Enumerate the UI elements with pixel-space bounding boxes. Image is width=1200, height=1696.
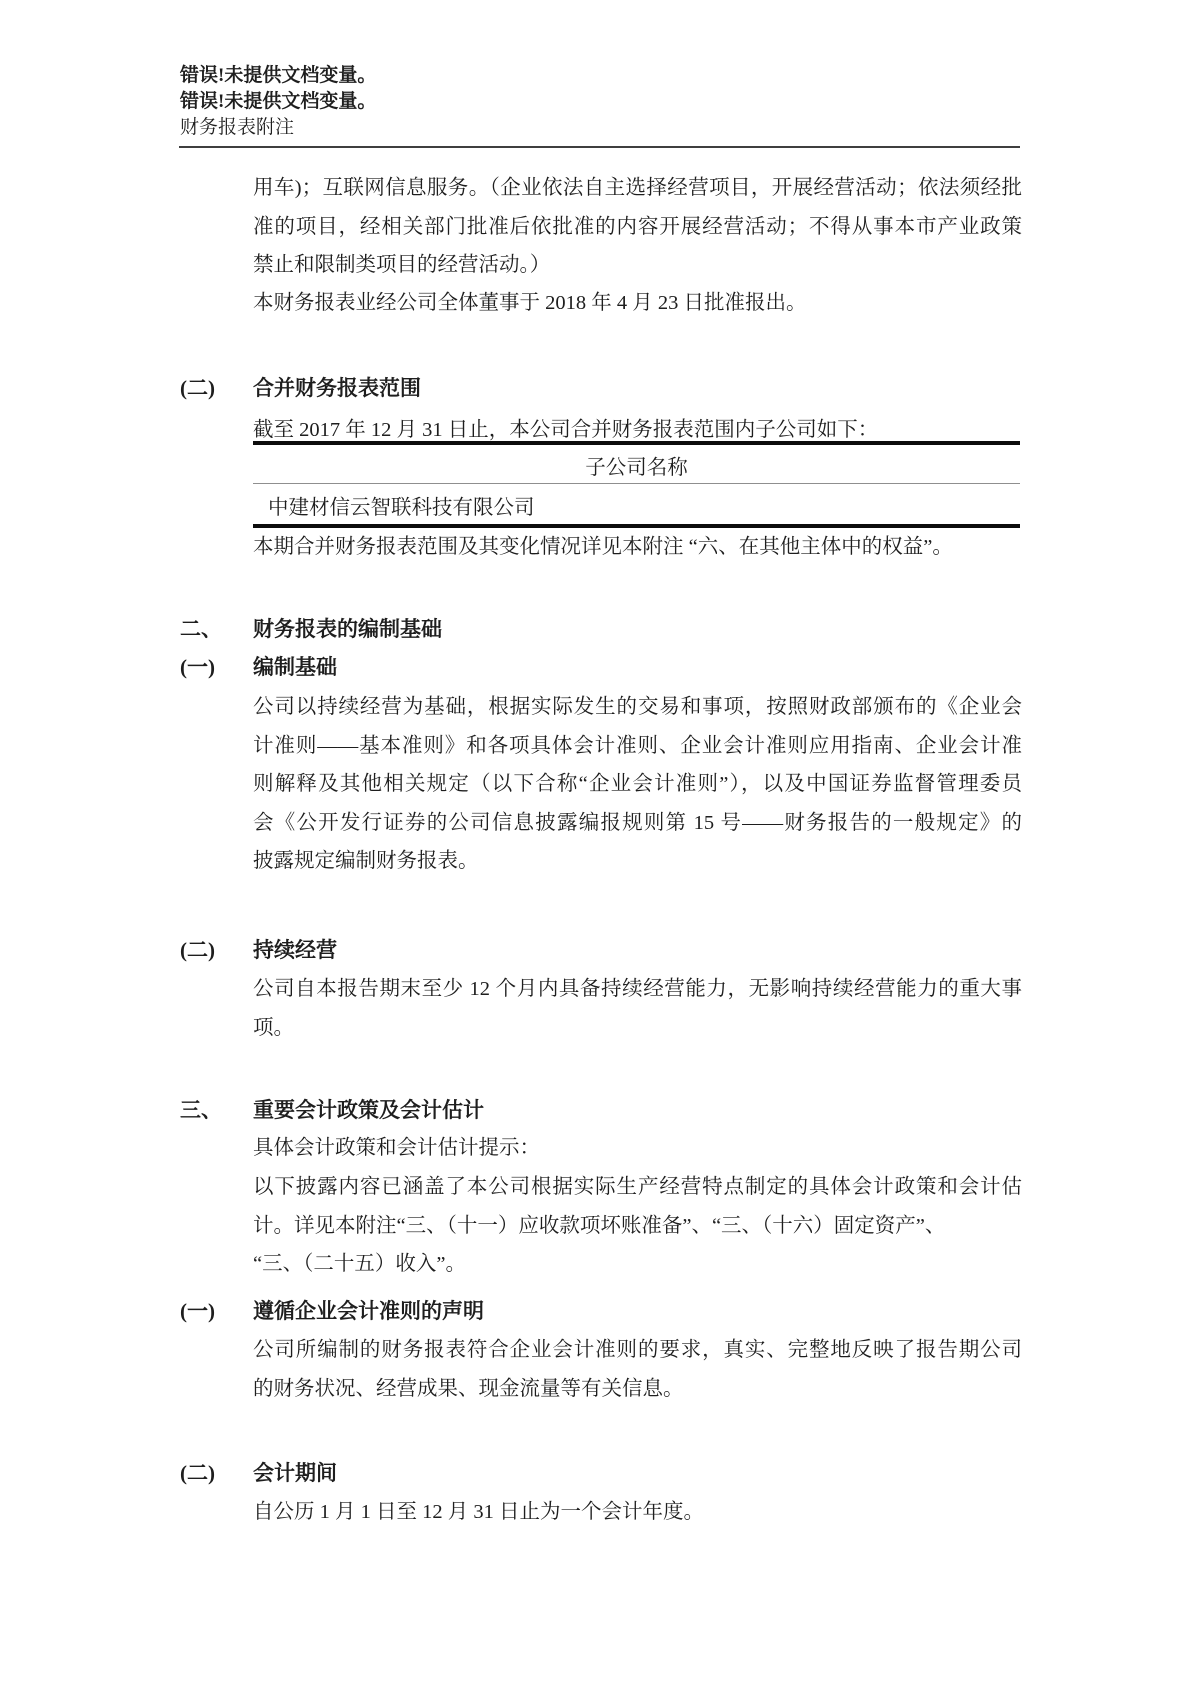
section-title: 财务报表的编制基础	[253, 617, 442, 641]
heading-going-concern	[180, 931, 1022, 970]
section-title: 合并财务报表范围	[253, 376, 421, 400]
paragraph-line: 以下披露内容已涵盖了本公司根据实际生产经营特点制定的具体会计政策和会计估	[253, 1176, 1022, 1198]
subsidiary-table	[253, 441, 1020, 528]
paragraph-line: 的财务状况、经营成果、现金流量等有关信息。	[253, 1377, 684, 1400]
section-title: 编制基础	[253, 655, 337, 679]
paragraph-line: 计准则——基本准则》和各项具体会计准则、企业会计准则应用指南、企业会计准	[253, 734, 1022, 757]
section-number: 三、	[180, 1098, 222, 1122]
table-header-row	[253, 445, 1020, 483]
section-number: (二)	[180, 1461, 215, 1485]
section-number: 二、	[180, 617, 222, 641]
section-number: (二)	[180, 376, 215, 400]
paragraph-line: 披露规定编制财务报表。	[253, 850, 479, 872]
paragraph-line: 具体会计政策和会计估计提示：	[253, 1137, 540, 1159]
section-title: 重要会计政策及会计估计	[253, 1098, 484, 1122]
paragraph-line: 会《公开发行证券的公司信息披露编报规则第 15 号——财务报告的一般规定》的	[253, 811, 1022, 834]
subsidiary-name: 中建材信云智联科技有限公司	[268, 497, 535, 519]
heading-consolidated-scope	[180, 369, 1022, 408]
paragraph-line: 项。	[253, 1016, 294, 1039]
paragraph-line: “三、（二十五）收入”。	[253, 1253, 466, 1275]
paragraph-line: 公司以持续经营为基础，根据实际发生的交易和事项，按照财政部颁布的《企业会	[253, 696, 1022, 718]
paragraph-line: 公司所编制的财务报表符合企业会计准则的要求，真实、完整地反映了报告期公司	[253, 1339, 1022, 1361]
paragraph-line: 本财务报表业经公司全体董事于 2018 年 4 月 23 日批准报出。	[253, 292, 807, 314]
paragraph-line: 本期合并财务报表范围及其变化情况详见本附注 “六、在其他主体中的权益”。	[253, 536, 953, 558]
paragraph-basis	[253, 688, 1022, 881]
page-header	[180, 63, 376, 141]
table-column-header: 子公司名称	[585, 457, 688, 479]
paragraph-compliance	[253, 1331, 1022, 1408]
paragraph-line: 公司自本报告期末至少 12 个月内具备持续经营能力，无影响持续经营能力的重大事	[253, 978, 1022, 1000]
section-number: (一)	[180, 655, 215, 679]
paragraph-scope-change	[253, 528, 1022, 567]
heading-accounting-period	[180, 1454, 1022, 1493]
paragraph-line: 自公历 1 月 1 日至 12 月 31 日止为一个会计年度。	[253, 1501, 704, 1523]
header-rule	[179, 146, 1020, 148]
heading-policies	[180, 1091, 1022, 1130]
header-error-line-2: 错误!未提供文档变量。	[180, 91, 377, 112]
heading-compliance	[180, 1292, 1022, 1331]
paragraph-policy-coverage	[253, 1168, 1022, 1284]
paragraph-line: 截至 2017 年 12 月 31 日止，本公司合并财务报表范围内子公司如下：	[253, 419, 879, 441]
paragraph-line: 准的项目，经相关部门批准后依批准的内容开展经营活动；不得从事本市产业政策	[253, 215, 1022, 238]
paragraph-line: 禁止和限制类项目的经营活动。）	[253, 254, 551, 276]
heading-preparation-section	[180, 610, 1022, 649]
header-subtitle: 财务报表附注	[180, 117, 295, 138]
paragraph-line: 计。详见本附注“三、（十一）应收款项坏账准备”、“三、（十六）固定资产”、	[253, 1214, 946, 1237]
section-title: 持续经营	[253, 938, 337, 962]
heading-preparation-basis	[180, 648, 1022, 687]
paragraph-line: 则解释及其他相关规定（以下合称“企业会计准则”），以及中国证券监督管理委员	[253, 773, 1022, 795]
section-title: 会计期间	[253, 1461, 337, 1485]
section-number: (二)	[180, 938, 215, 962]
paragraph-approval	[253, 284, 1022, 323]
paragraph-business-scope	[253, 169, 1022, 285]
section-title: 遵循企业会计准则的声明	[253, 1299, 484, 1323]
paragraph-policy-hint	[253, 1129, 1022, 1168]
paragraph-going-concern	[253, 970, 1022, 1047]
header-error-line-1: 错误!未提供文档变量。	[180, 65, 377, 86]
paragraph-line: 用车)；互联网信息服务。（企业依法自主选择经营项目，开展经营活动；依法须经批	[253, 177, 1022, 199]
section-number: (一)	[180, 1299, 215, 1323]
table-row	[253, 484, 1020, 524]
paragraph-accounting-period	[253, 1493, 1022, 1532]
